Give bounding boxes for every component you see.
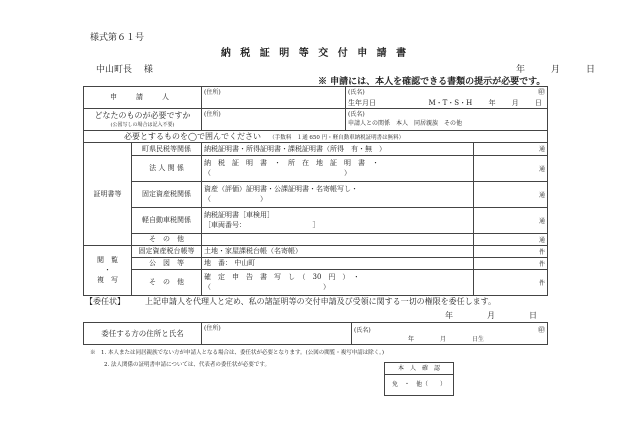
viewing-count-ledger[interactable] [474, 245, 548, 257]
proxy-title: 【委任状】 [85, 297, 125, 306]
viewing-label-1: 閲 覧 [97, 256, 118, 264]
viewing-label-dot: ・ [104, 266, 111, 274]
cert-option-light-vehicle-line2: ［車両番号： ］ [204, 221, 320, 229]
viewing-option-ledger-text: 土地・家屋課税台帳（名寄帳） [204, 247, 302, 255]
viewing-group-label [84, 245, 132, 295]
fee-note: （手数料 １通 650 円・軽自動車納税証明書は無料） [269, 134, 405, 141]
date-day-label: 日 [586, 65, 596, 75]
proxy-table [83, 322, 548, 345]
cert-option-resident-tax[interactable] [202, 142, 474, 155]
whose-name-label: (氏名) [348, 110, 365, 118]
proxy-date-month: 月 [487, 311, 495, 320]
cert-option-fixed-asset-line2: （ ） [204, 195, 267, 203]
viewing-option-map[interactable] [202, 257, 474, 269]
applicant-address-label: (住所) [204, 89, 221, 96]
note-1: ※ 1. 本人または同居親族でない方が申請人となる場合は、委任状が必要となります。(公図の閲覧・複写申請は除く。) [90, 350, 384, 356]
birth-year-label: 年 [488, 98, 496, 107]
form-number: 様式第６１号 [90, 33, 145, 43]
viewing-unit: 件 [538, 279, 545, 287]
viewing-option-ledger[interactable] [202, 245, 474, 257]
applicant-label: 申 請 人 [84, 87, 202, 109]
cert-option-corporate[interactable] [202, 155, 474, 181]
viewing-count-map[interactable] [474, 257, 548, 269]
date-month-label: 月 [551, 65, 561, 75]
proxy-seal-mark: ㊞ [538, 325, 545, 334]
cert-category-fixed-asset: 固定資産税関係 [132, 181, 202, 207]
relation-options[interactable]: 申請人との関係 本人 同居親族 その他 [348, 119, 463, 127]
whose-note: (公図写しの場合は記入不要) [110, 122, 175, 128]
cert-option-corporate-line1: 納 税 証 明 書 ・ 所 在 地 証 明 書 ・ [204, 159, 379, 167]
whose-name-field[interactable] [346, 108, 548, 130]
cert-option-fixed-asset[interactable] [202, 181, 474, 207]
viewing-option-other-line1: 確 定 申 告 書 写 し （ 30 円 ） ・ [204, 273, 360, 281]
viewing-option-other-line2: （ ） [204, 283, 330, 291]
date-year-label: 年 [516, 65, 526, 75]
whose-question: どなたのものが必要ですか [94, 111, 191, 120]
cert-count-other[interactable] [474, 233, 548, 245]
instruction-text: 必要とするものを◯で囲んでください [124, 131, 261, 141]
addressee: 中山町長 様 [96, 65, 153, 75]
proxy-text: 上記申請人を代理人と定め、私の諸証明等の交付申請及び受領に関する一切の権限を委任します。 [145, 297, 497, 306]
cert-option-fixed-asset-line1: 資産（評価）証明書・公課証明書・名寄帳写し・ [204, 185, 358, 193]
whose-question-cell [84, 108, 202, 130]
viewing-option-other[interactable] [202, 269, 474, 295]
viewing-unit: 件 [538, 248, 545, 256]
applicant-address-field[interactable] [202, 87, 346, 109]
cert-category-other: そ の 他 [132, 233, 202, 245]
cert-count-resident-tax[interactable] [474, 142, 548, 155]
viewing-label-2: 複 写 [97, 276, 118, 284]
applicant-name-field[interactable] [346, 87, 548, 98]
birth-day-label: 日 [534, 98, 542, 107]
proxy-address-field[interactable] [202, 323, 352, 345]
birth-month-label: 月 [511, 98, 519, 107]
note-2: 2. 法人関係の証明書申請については、代表者の委任状が必要です。 [104, 362, 270, 368]
birthdate-label: 生年月日 [348, 98, 376, 107]
proxy-address-label: (住所) [204, 325, 221, 332]
whose-address-field[interactable] [202, 108, 346, 130]
proxy-birth-year: 年 [408, 335, 415, 343]
cert-unit: 通 [538, 191, 545, 199]
instruction-row [84, 130, 548, 142]
applicant-name-label: (氏名) [348, 89, 365, 97]
applicant-birthdate-field[interactable] [346, 98, 548, 109]
cert-category-corporate: 法 人 関 係 [132, 155, 202, 181]
cert-option-other[interactable] [202, 233, 474, 245]
proxy-birth-month: 月 [440, 335, 447, 343]
viewing-unit: 件 [538, 260, 545, 268]
application-table [83, 86, 548, 296]
proxy-birth-day: 日生 [472, 335, 485, 343]
cert-count-fixed-asset[interactable] [474, 181, 548, 207]
cert-count-light-vehicle[interactable] [474, 207, 548, 233]
verify-title: 本 人 確 認 [385, 363, 453, 375]
form-title: 納 税 証 明 等 交 付 申 請 書 [220, 48, 410, 59]
cert-option-corporate-line2: （ ） [204, 169, 351, 177]
proxy-date [445, 310, 537, 321]
viewing-category-ledger: 固定資産税台帳等 [132, 245, 202, 257]
viewing-category-map: 公 図 等 [132, 257, 202, 269]
cert-option-resident-tax-text: 納税証明書・所得証明書・課税証明書（所得 有・無 ） [204, 144, 386, 153]
cert-unit: 通 [538, 165, 545, 173]
verify-options[interactable]: 免 ・ 他（ ） [391, 381, 446, 388]
cert-category-light-vehicle: 軽自動車税関係 [132, 207, 202, 233]
viewing-count-other[interactable] [474, 269, 548, 295]
proxy-date-day: 日 [529, 311, 537, 320]
cert-count-corporate[interactable] [474, 155, 548, 181]
cert-category-resident-tax: 町県民税等関係 [132, 142, 202, 155]
cert-unit: 通 [538, 217, 545, 225]
proxy-name-field[interactable] [352, 323, 548, 345]
proxy-label: 委任する方の住所と氏名 [84, 323, 202, 345]
viewing-option-map-text: 地 番： 中山町 [204, 259, 256, 267]
cert-unit: 通 [538, 146, 545, 153]
proxy-date-year: 年 [445, 311, 453, 320]
cert-unit: 通 [538, 236, 545, 244]
cert-option-light-vehicle-line1: 納税証明書［車検用］ [204, 211, 274, 219]
cert-option-light-vehicle[interactable] [202, 207, 474, 233]
identity-verification-box [384, 362, 454, 396]
viewing-category-other: そ の 他 [132, 269, 202, 295]
cert-group-label: 証明書等 [84, 142, 132, 245]
era-options: M・T・S・H [428, 98, 473, 107]
applicant-seal-mark: ㊞ [538, 88, 545, 97]
proxy-name-label: (氏名) [354, 326, 371, 334]
id-notice: ※ 申請には、本人を確認できる書類の提示が必要です。 [318, 77, 546, 87]
whose-address-label: (住所) [204, 110, 221, 118]
